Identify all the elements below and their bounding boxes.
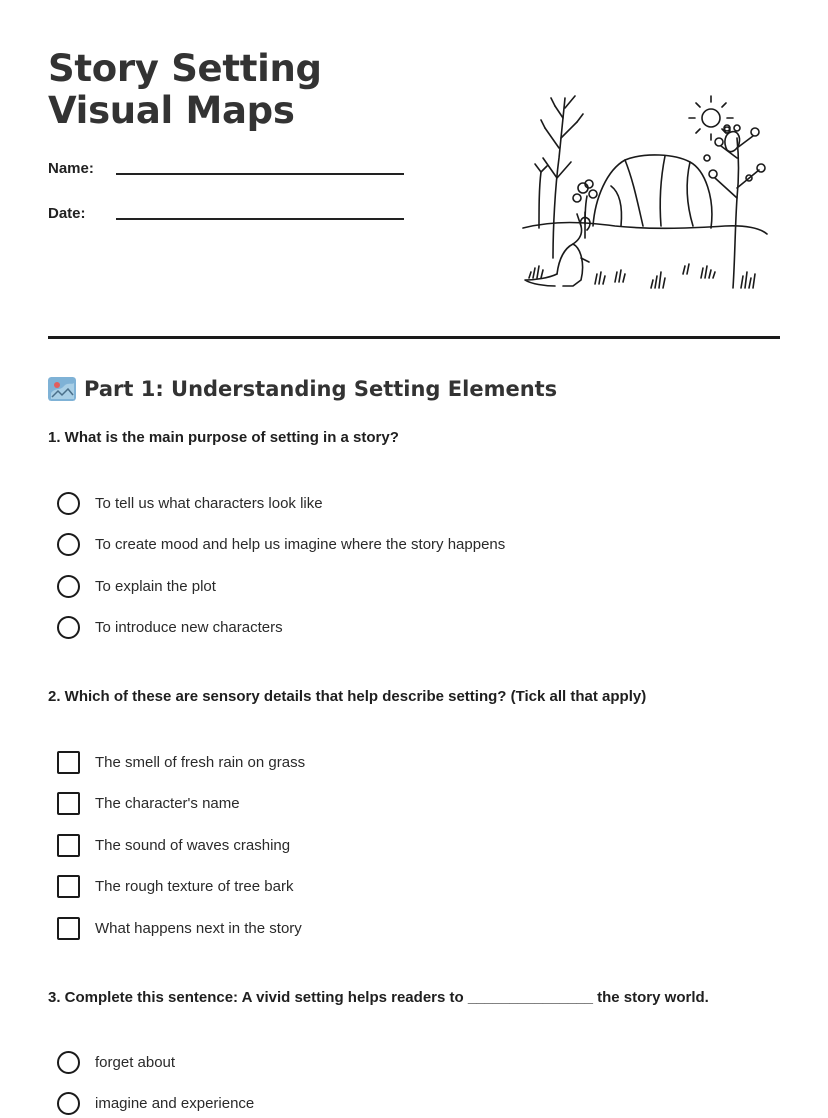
q1-option-4[interactable] [57,615,283,639]
part1-title: Part 1: Understanding Setting Elements [84,377,558,401]
radio-button[interactable] [57,575,80,598]
part1-heading [48,374,557,404]
q2-option-2[interactable] [57,791,240,815]
option-label: imagine and experience [95,1094,255,1112]
checkbox[interactable] [57,751,80,774]
question-1: 1. What is the main purpose of setting in a story? [48,429,399,446]
checkbox[interactable] [57,875,80,898]
q2-option-5[interactable] [57,916,302,940]
option-label: To tell us what characters look like [95,494,323,512]
option-label: To introduce new characters [95,618,283,636]
radio-button[interactable] [57,533,80,556]
q1-option-3[interactable] [57,574,216,598]
date-answer-line[interactable] [116,218,404,220]
name-label: Name: [48,160,94,177]
q1-option-2[interactable] [57,532,505,556]
q1-option-1[interactable] [57,491,323,515]
option-label: The rough texture of tree bark [95,877,294,895]
radio-button[interactable] [57,1051,80,1074]
date-label: Date: [48,205,86,222]
question-2: 2. Which of these are sensory details that help describe setting? (Tick all that apply) [48,688,647,705]
option-label: To explain the plot [95,577,216,595]
name-field [48,160,408,184]
map-icon [48,377,76,401]
date-field [48,205,408,229]
option-label: The smell of fresh rain on grass [95,753,306,771]
outback-landscape-illustration [515,88,775,298]
name-answer-line[interactable] [116,173,404,175]
question-3: 3. Complete this sentence: A vivid setting helps readers to _______________ the story world. [48,989,709,1006]
q3-option-1[interactable] [57,1050,175,1074]
q2-option-4[interactable] [57,874,293,898]
radio-button[interactable] [57,616,80,639]
option-label: forget about [95,1053,176,1071]
q2-option-1[interactable] [57,750,305,774]
checkbox[interactable] [57,792,80,815]
radio-button[interactable] [57,1092,80,1115]
page-title: Story Setting Visual Maps [48,47,322,132]
checkbox[interactable] [57,917,80,940]
radio-button[interactable] [57,492,80,515]
option-label: What happens next in the story [95,919,302,937]
q2-option-3[interactable] [57,833,290,857]
q3-option-2[interactable] [57,1091,254,1115]
checkbox[interactable] [57,834,80,857]
section-divider [48,336,780,339]
option-label: To create mood and help us imagine where the story happens [95,535,506,553]
option-label: The sound of waves crashing [95,836,291,854]
option-label: The character's name [95,794,240,812]
